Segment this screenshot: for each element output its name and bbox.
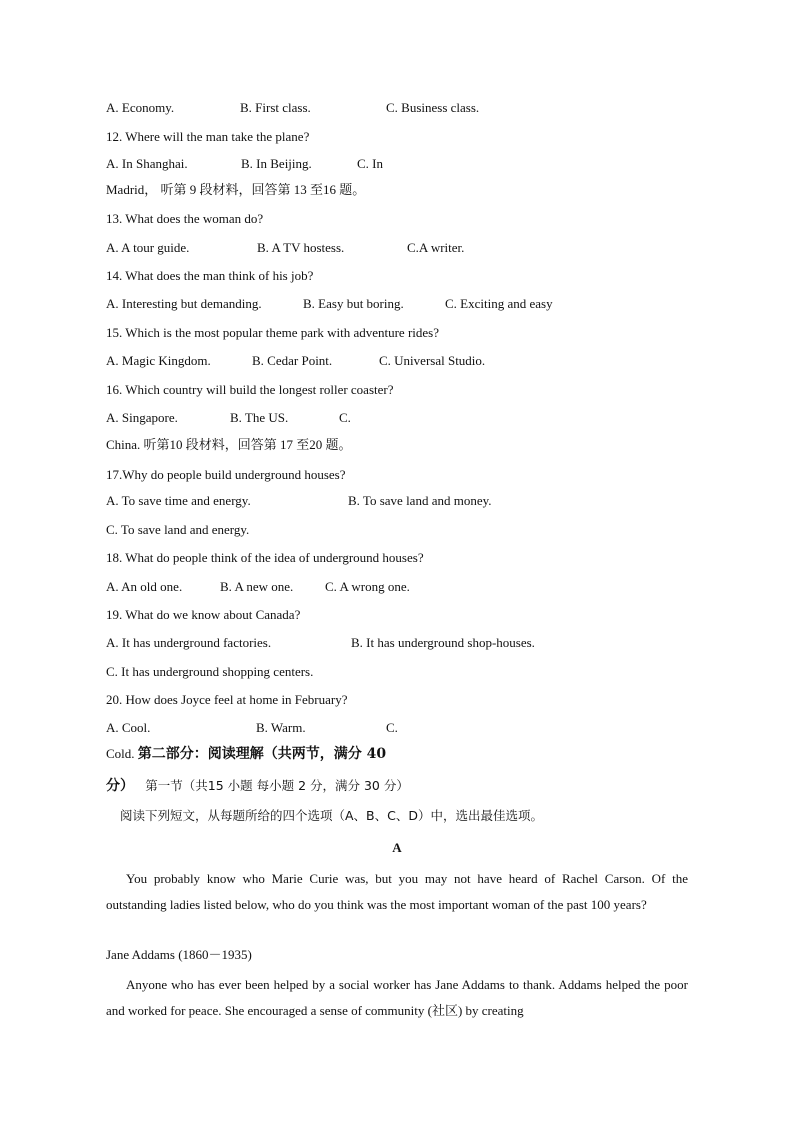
q11-option-c: C. Business class.: [386, 100, 480, 115]
q12-option-c: C. In: [357, 156, 383, 171]
q12-option-b: B. In Beijing.: [241, 156, 312, 171]
q14-option-a: A. Interesting but demanding.: [106, 296, 262, 311]
q20-option-c-continuation: Cold.: [106, 746, 135, 761]
q18-question: 18. What do people think of the idea of underground houses?: [106, 550, 424, 565]
passage-paragraph-2: Anyone who has ever been helped by a social worker has Jane Addams to thank. Addams helped the poor and worked for peace. She encouraged a sense of community (社区) by creating: [106, 977, 688, 1018]
q12-continuation: Madrid， 听第 9 段材料，回答第 13 至16 题。: [106, 182, 366, 197]
q11-option-a: A. Economy.: [106, 100, 175, 115]
passage-label: A: [392, 840, 402, 855]
q19-option-c: C. It has underground shopping centers.: [106, 664, 314, 679]
q15-option-b: B. Cedar Point.: [252, 353, 333, 368]
q16-option-a: A. Singapore.: [106, 410, 178, 425]
q12-option-a: A. In Shanghai.: [106, 156, 188, 171]
q15-option-c: C. Universal Studio.: [379, 353, 486, 368]
q20-option-b: B. Warm.: [256, 720, 306, 735]
q14-question: 14. What does the man think of his job?: [106, 268, 314, 283]
passage-paragraph-1: You probably know who Marie Curie was, but you may not have heard of Rachel Carson. Of the outstanding ladies listed below, who do you think was the most important woman of the past 100 years?: [106, 871, 688, 912]
q18-option-c: C. A wrong one.: [325, 579, 410, 594]
part2-heading-line1: [106, 746, 386, 762]
q16-question: 16. Which country will build the longest roller coaster?: [106, 382, 394, 397]
q15-option-a: A. Magic Kingdom.: [106, 353, 211, 368]
q13-option-a: A. A tour guide.: [106, 240, 190, 255]
q16-continuation: China. 听第10 段材料，回答第 17 至20 题。: [106, 437, 352, 452]
q19-option-a: A. It has underground factories.: [106, 635, 272, 650]
q20-option-a: A. Cool.: [106, 720, 151, 735]
q19-question: 19. What do we know about Canada?: [106, 607, 301, 622]
q13-question: 13. What does the woman do?: [106, 211, 264, 226]
q13-option-c: C.A writer.: [407, 240, 465, 255]
part2-heading-cont: 分）: [106, 778, 134, 794]
q15-question: 15. Which is the most popular theme park with adventure rides?: [106, 325, 439, 340]
q18-option-b: B. A new one.: [220, 579, 294, 594]
q14-option-c: C. Exciting and easy: [445, 296, 553, 311]
q20-question: 20. How does Joyce feel at home in February?: [106, 692, 348, 707]
q16-option-c: C.: [339, 410, 351, 425]
section1-heading: 第一节（共15 小题 每小题 2 分，满分 30 分）: [145, 778, 409, 793]
q17-option-b: B. To save land and money.: [348, 493, 492, 508]
q17-option-a: A. To save time and energy.: [106, 493, 251, 508]
part2-heading-line2: [106, 778, 409, 794]
part2-heading: 第二部分：阅读理解（共两节，满分 40: [137, 746, 387, 762]
q12-question: 12. Where will the man take the plane?: [106, 129, 310, 144]
q17-question: 17.Why do people build underground houses?: [106, 467, 346, 482]
q14-option-b: B. Easy but boring.: [303, 296, 404, 311]
reading-instruction: 阅读下列短文，从每题所给的四个选项（A、B、C、D）中，选出最佳选项。: [120, 808, 543, 823]
q17-option-c: C. To save land and energy.: [106, 522, 250, 537]
q13-option-b: B. A TV hostess.: [257, 240, 345, 255]
q18-option-a: A. An old one.: [106, 579, 183, 594]
q11-option-b: B. First class.: [240, 100, 311, 115]
q20-option-c: C.: [386, 720, 398, 735]
q16-option-b: B. The US.: [230, 410, 289, 425]
person-name-heading: Jane Addams (1860－1935): [106, 947, 252, 962]
q19-option-b: B. It has underground shop-houses.: [351, 635, 535, 650]
